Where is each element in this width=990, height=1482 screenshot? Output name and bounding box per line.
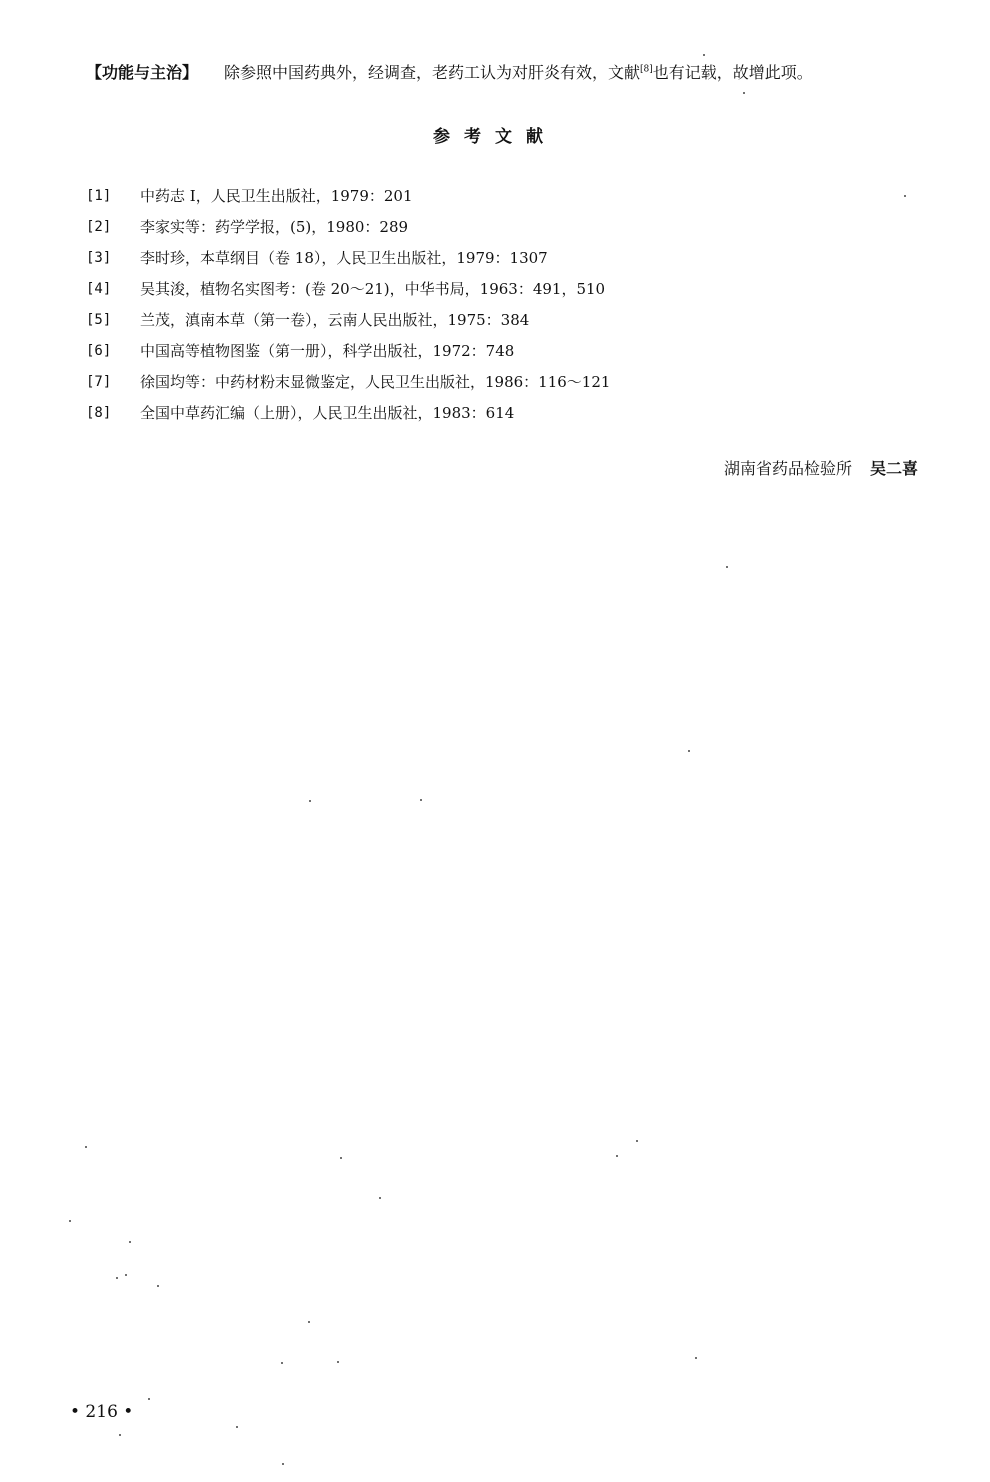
reference-number: [6] bbox=[86, 342, 112, 359]
scan-speck bbox=[688, 750, 690, 752]
scan-speck bbox=[157, 1285, 159, 1287]
reference-text: 李时珍，本草纲目（卷 18），人民卫生出版社，1979：1307 bbox=[140, 249, 548, 267]
intro-text-after: 也有记载，故增此项。 bbox=[652, 63, 813, 82]
scan-speck bbox=[636, 1140, 638, 1142]
scan-speck bbox=[726, 566, 728, 568]
scan-speck bbox=[337, 1361, 339, 1363]
scan-speck bbox=[340, 1157, 342, 1159]
author-name: 吴二喜 bbox=[869, 459, 918, 478]
reference-text: 徐国均等：中药材粉末显微鉴定，人民卫生出版社，1986：116～121 bbox=[140, 373, 611, 391]
citation-marker: [8] bbox=[640, 64, 653, 75]
scan-speck bbox=[309, 800, 311, 802]
reference-item bbox=[86, 335, 906, 366]
reference-number: [4] bbox=[86, 280, 112, 297]
scan-speck bbox=[85, 1146, 87, 1148]
section-label: 【功能与主治】 bbox=[86, 63, 199, 82]
reference-text: 中药志 I，人民卫生出版社，1979：201 bbox=[140, 187, 413, 205]
page-number: • 216 • bbox=[70, 1402, 134, 1422]
intro-text-before: 除参照中国药典外，经调查，老药工认为对肝炎有效，文献 bbox=[224, 63, 641, 82]
scan-speck bbox=[904, 195, 906, 197]
scan-speck bbox=[69, 1220, 71, 1222]
reference-item bbox=[86, 397, 906, 428]
scan-speck bbox=[420, 799, 422, 801]
reference-text: 兰茂，滇南本草（第一卷），云南人民出版社，1975：384 bbox=[140, 311, 530, 329]
intro-paragraph bbox=[86, 60, 926, 86]
reference-text: 李家实等：药学学报，(5)，1980：289 bbox=[140, 218, 409, 236]
reference-number: [7] bbox=[86, 373, 112, 390]
reference-item bbox=[86, 366, 906, 397]
scan-speck bbox=[125, 1274, 127, 1276]
references-heading: 参考文献 bbox=[433, 127, 557, 147]
scan-speck bbox=[236, 1426, 238, 1428]
reference-list bbox=[86, 180, 906, 428]
scan-speck bbox=[703, 54, 705, 56]
scan-speck bbox=[616, 1155, 618, 1157]
author-line bbox=[724, 456, 918, 479]
scan-speck bbox=[379, 1197, 381, 1199]
scan-speck bbox=[116, 1277, 118, 1279]
reference-item bbox=[86, 242, 906, 273]
scan-speck bbox=[743, 92, 745, 94]
scan-speck bbox=[129, 1241, 131, 1243]
reference-item bbox=[86, 211, 906, 242]
reference-text: 中国高等植物图鉴（第一册），科学出版社，1972：748 bbox=[140, 342, 515, 360]
scan-speck bbox=[148, 1398, 150, 1400]
reference-number: [5] bbox=[86, 311, 112, 328]
reference-number: [2] bbox=[86, 218, 112, 235]
reference-number: [1] bbox=[86, 187, 112, 204]
scan-speck bbox=[695, 1357, 697, 1359]
scan-speck bbox=[281, 1362, 283, 1364]
reference-number: [8] bbox=[86, 404, 112, 421]
scan-speck bbox=[119, 1434, 121, 1436]
reference-item bbox=[86, 273, 906, 304]
reference-number: [3] bbox=[86, 249, 112, 266]
author-affiliation: 湖南省药品检验所 bbox=[723, 459, 852, 478]
scan-speck bbox=[308, 1321, 310, 1323]
reference-item bbox=[86, 304, 906, 335]
reference-text: 吴其浚，植物名实图考：(卷 20～21)，中华书局，1963：491，510 bbox=[140, 280, 606, 298]
reference-text: 全国中草药汇编（上册），人民卫生出版社，1983：614 bbox=[140, 404, 515, 422]
scan-speck bbox=[282, 1463, 284, 1465]
reference-item bbox=[86, 180, 906, 211]
